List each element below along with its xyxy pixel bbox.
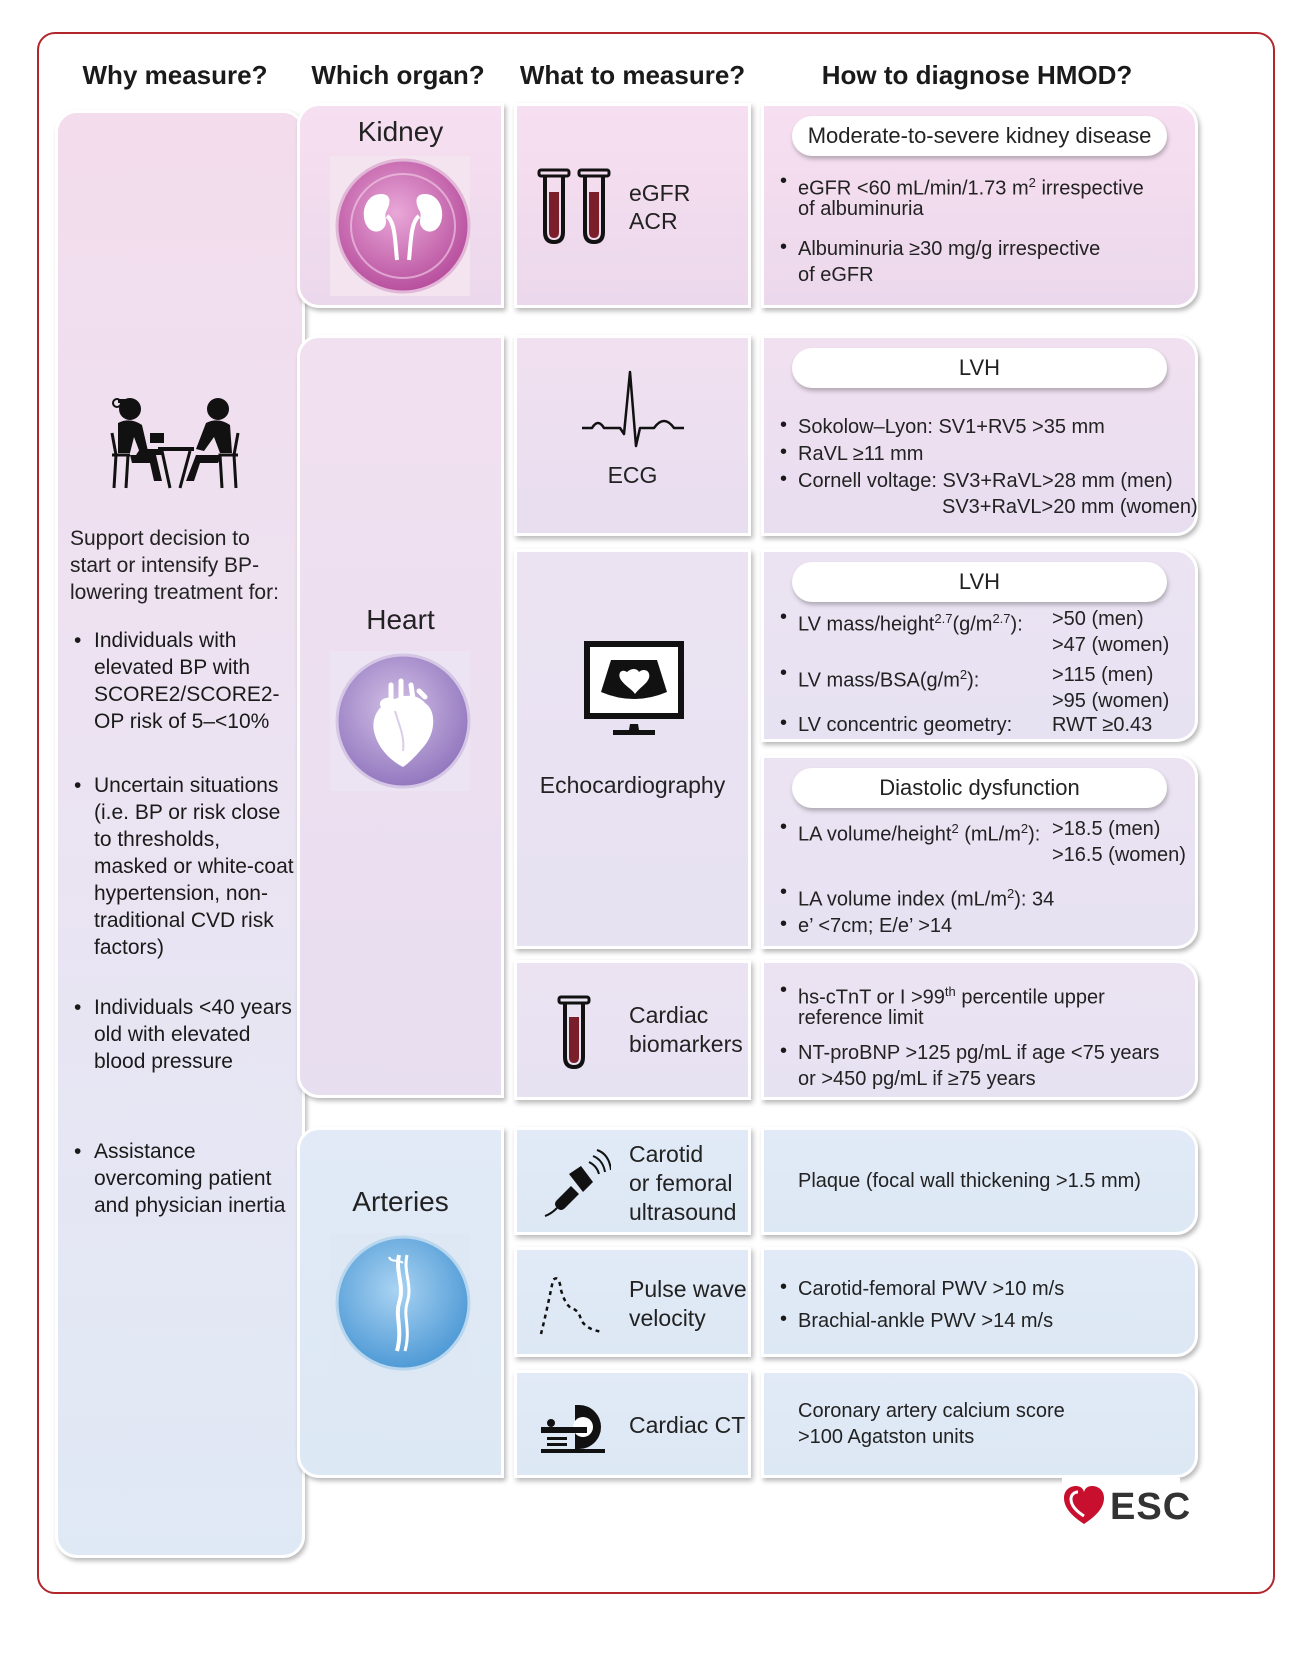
bullet: • — [780, 468, 788, 490]
echo-monitor-icon — [581, 638, 687, 738]
left-bullet: • Uncertain situations (i.e. BP or risk close to thresholds, masked or white-coat hypertension, non-traditional CVD risk factors) — [70, 772, 299, 961]
ultrasound-probe-icon — [541, 1148, 611, 1220]
bullet: • — [780, 881, 788, 903]
diagnosis-echo-dd-title: Diastolic dysfunction — [792, 768, 1167, 808]
measure-kidney-panel — [514, 103, 751, 308]
kidney-icon — [333, 156, 473, 296]
bullet: • — [780, 816, 788, 838]
diagnosis-ecg-title: LVH — [792, 348, 1167, 388]
organ-kidney-label: Kidney — [357, 116, 444, 147]
organ-kidney-panel — [297, 103, 504, 308]
diagnosis-kidney-egfr-line2: of albuminuria — [798, 198, 924, 220]
bullet: • — [780, 441, 788, 463]
diagnosis-pwv-brachial-ankle: Brachial-ankle PWV >14 m/s — [798, 1310, 1054, 1332]
header-what-to-measure: What to measure? — [519, 60, 746, 90]
diagnosis-ct-line2: >100 Agatston units — [798, 1426, 975, 1448]
bullet: • — [780, 1276, 788, 1298]
diagnosis-echo-lv-mass-bsa-women: >95 (women) — [1052, 690, 1170, 712]
diagnosis-echo-lv-mass-height: LV mass/$height^{2.7}(g/m^{2.7})$: — [798, 611, 1023, 636]
diagnosis-kidney-albuminuria-line2: of eGFR — [798, 264, 874, 286]
left-bullet: • Assistance overcoming patient and physician inertia — [70, 1138, 299, 1219]
measure-pwv-line2: velocity — [629, 1305, 706, 1331]
esc-logo — [1062, 1478, 1192, 1534]
diagnosis-ecg-sokolow: Sokolow–Lyon: SV1+RV5 >35 mm — [798, 416, 1105, 438]
measure-acr-label: ACR — [629, 208, 678, 234]
diagnosis-echo-la-volume-women: >16.5 (women) — [1052, 844, 1186, 866]
measure-ct-panel — [514, 1370, 751, 1478]
bullet: • — [780, 170, 788, 192]
measure-ecg-panel — [514, 335, 751, 536]
diagnosis-ct-line1: Coronary artery calcium score — [798, 1400, 1065, 1422]
diagnosis-echo-dd-panel — [761, 755, 1198, 949]
measure-ct-label: Cardiac CT — [629, 1412, 746, 1438]
organ-arteries-panel — [297, 1127, 504, 1478]
test-tube-icon — [555, 995, 595, 1071]
diagnosis-echo-lvh-panel — [761, 549, 1198, 742]
artery-icon — [333, 1233, 473, 1373]
header-which-organ: Which organ? — [311, 60, 485, 90]
diagnosis-pwv-carotid-femoral: Carotid-femoral PWV >10 m/s — [798, 1278, 1065, 1300]
diagnosis-kidney-title: Moderate-to-severe kidney disease — [792, 116, 1167, 156]
ct-scanner-icon — [539, 1403, 605, 1455]
diagnosis-ct-panel — [761, 1370, 1198, 1478]
diagnosis-kidney-albuminuria: Albuminuria ≥30 mg/g irrespective — [798, 238, 1101, 260]
diagnosis-echo-la-volume-index: LA volume index $(mL/m^2)$: 34 — [798, 886, 1055, 911]
heart-organ-icon — [333, 651, 473, 791]
diagnosis-ecg-cornell: Cornell voltage: SV3+RaVL>28 mm (men) — [798, 470, 1173, 492]
header-how-to-diagnose: How to diagnose HMOD? — [821, 60, 1133, 90]
diagnosis-biomarkers-troponin: hs-cTnT or I >99th percentile upper — [798, 984, 1105, 1009]
doctor-patient-consultation-icon — [100, 393, 250, 493]
test-tubes-icon — [535, 168, 615, 246]
diagnosis-ecg-panel — [761, 335, 1198, 536]
left-intro-text: Support decision to start or intensify BP-lowering treatment for: — [70, 527, 279, 604]
organ-heart-label: Heart — [366, 604, 435, 635]
organ-arteries-label: Arteries — [352, 1186, 449, 1217]
bullet: • — [780, 414, 788, 436]
esc-heart-icon — [1062, 1484, 1106, 1528]
diagnosis-biomarkers-ntprobnp-line2: or >450 pg/mL if ≥75 years — [798, 1068, 1036, 1090]
diagnosis-echo-lvh-title: LVH — [792, 562, 1167, 602]
measure-carotid-line2: or femoral — [629, 1170, 733, 1196]
diagnosis-carotid-plaque: Plaque (focal wall thickening >1.5 mm) — [798, 1170, 1141, 1192]
ecg-waveform-icon — [580, 368, 686, 452]
diagnosis-echo-lv-mass-bsa: LV mass/$BSA(g/m^2)$: — [798, 667, 980, 692]
diagnosis-echo-lv-geometry: LV concentric geometry: — [798, 714, 1013, 736]
measure-pwv-line1: Pulse wave — [629, 1276, 747, 1302]
header-why-measure: Why measure? — [82, 60, 268, 90]
measure-egfr-label: eGFR — [629, 180, 691, 206]
diagnosis-echo-la-volume-height: LA volume/height$^2$ $(mL/m^2)$: — [798, 821, 1041, 846]
diagnosis-echo-lv-mass-height-men: >50 (men) — [1052, 608, 1144, 630]
organ-heart-panel — [297, 335, 504, 1098]
bullet: • — [780, 1040, 788, 1062]
diagnosis-ecg-ravl: RaVL ≥11 mm — [798, 443, 924, 465]
diagnosis-echo-lv-mass-height-women: >47 (women) — [1052, 634, 1170, 656]
why-measure-panel — [55, 110, 305, 1558]
diagnosis-kidney-egfr: eGFR <60 mL/min/1.73 $m^2$ irrespective — [798, 175, 1144, 200]
diagnosis-biomarkers-troponin-line2: reference limit — [798, 1007, 924, 1029]
measure-biomarkers-line1: Cardiac — [629, 1002, 709, 1028]
measure-ecg-label: ECG — [607, 462, 658, 488]
bullet: • — [780, 236, 788, 258]
measure-carotid-line3: ultrasound — [629, 1199, 737, 1225]
measure-biomarkers-panel — [514, 960, 751, 1100]
diagnosis-ecg-cornell-women: SV3+RaVL>20 mm (women) — [942, 496, 1198, 518]
bullet: • — [780, 913, 788, 935]
bullet: • — [780, 606, 788, 628]
measure-pwv-panel — [514, 1247, 751, 1357]
bullet: • — [780, 1308, 788, 1330]
diagnosis-carotid-panel — [761, 1127, 1198, 1235]
diagnosis-echo-lv-geometry-value: RWT ≥0.43 — [1052, 714, 1153, 736]
pulse-wave-icon — [537, 1270, 607, 1338]
left-bullet: • Individuals with elevated BP with SCORE2/SCORE2-OP risk of 5–<10% — [70, 627, 299, 735]
measure-echo-panel — [514, 549, 751, 949]
diagnosis-pwv-panel — [761, 1247, 1198, 1357]
diagnosis-kidney-panel — [761, 103, 1198, 308]
diagnosis-biomarkers-panel — [761, 960, 1198, 1100]
measure-carotid-panel — [514, 1127, 751, 1235]
measure-echo-label: Echocardiography — [539, 772, 726, 798]
diagnosis-echo-la-volume-men: >18.5 (men) — [1052, 818, 1161, 840]
measure-biomarkers-line2: biomarkers — [629, 1031, 743, 1057]
diagnosis-biomarkers-ntprobnp: NT-proBNP >125 pg/mL if age <75 years — [798, 1042, 1160, 1064]
diagnosis-echo-lv-mass-bsa-men: >115 (men) — [1052, 664, 1154, 686]
bullet: • — [780, 979, 788, 1001]
bullet: • — [780, 712, 788, 734]
bullet: • — [780, 662, 788, 684]
esc-logo-text: ESC — [1110, 1486, 1192, 1528]
measure-carotid-line1: Carotid — [629, 1141, 704, 1167]
diagnosis-echo-e-prime: e’ <7cm; E/e’ >14 — [798, 915, 953, 937]
left-bullet: • Individuals <40 years old with elevated blood pressure — [70, 994, 299, 1075]
